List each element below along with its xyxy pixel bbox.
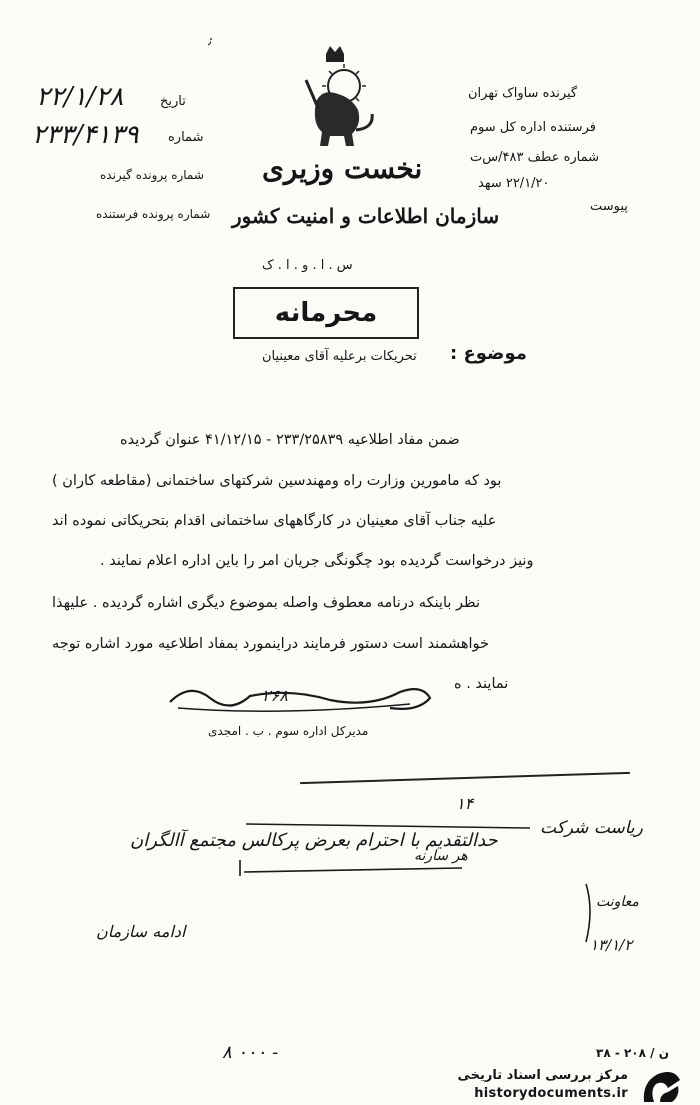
note-number: ۱۴ [456,794,474,813]
body-line: ضمن مفاد اطلاعیه ۲۳۳/۲۵۸۳۹ - ۴۱/۱۲/۱۵ عنوان گردیده [120,432,460,448]
note-sub: هر سارنه [414,848,468,864]
number-label: شماره [168,130,204,145]
recipient-file-label: شماره پرونده گیرنده [100,168,204,182]
archive-number: ۳۸ - ۲۰۸ / ن [596,1046,669,1060]
body-line: علیه جناب آقای معینیان در کارگاههای ساختمانی اقدام بتحریکاتی نموده اند [52,513,497,529]
divider-line [300,772,630,784]
attachment-label: پیوست [590,199,628,214]
date-value: ۲۲/۱/۲۸ [36,82,124,112]
body-line: نمایند . ه [454,676,509,692]
signature-scribble [160,678,440,722]
recipient: گیرنده ساواک تهران [468,86,578,101]
signature-line: مدیرکل اداره سوم . ب . امجدی [208,724,369,738]
reference-number: شماره عطف ۴۸۳/س‌ت [470,150,600,165]
bottom-number: ۸ ۰۰۰ - [222,1042,279,1063]
ministry-title: نخست وزیری [262,152,423,185]
date-label: تاریخ [160,94,186,109]
classification-stamp: محرمانه [233,287,419,339]
number-value: ۲۳۳/۴۱۳۹ [32,120,139,150]
left-margin-mark: ادامه سازمان [96,922,186,941]
archive-watermark [418,1068,690,1104]
body-line: خواهشمند است دستور فرمایند دراینمورد بمفاد اطلاعیه مورد اشاره توجه [52,636,490,652]
note-line-2: حدالتقدیم با احترام بعرض پرکالس مجتمع آالگران [130,830,498,851]
corner-mark: ﺋ [208,34,212,48]
watermark-url: historydocuments.ir [474,1086,628,1101]
body-line: نظر باینکه درنامه معطوف واصله بموضوع دیگری اشاره گردیده . علیهذا [52,595,480,611]
signature-number: ۲۶۸ [262,686,288,705]
right-margin-label: معاونت [596,894,639,910]
body-line: بود که مامورین وزارت راه ومهندسین شرکتهای ساختمانی (مقاطعه کاران ) [52,473,502,489]
lion-and-sun-emblem [292,44,378,152]
body-line: ونیز درخواست گردیده بود چگونگی جریان امر را باین اداره اعلام نمایند . [100,553,534,569]
watermark-persian-text: مرکز بررسی اسناد تاریخی [457,1068,628,1083]
archive-logo-icon [640,1068,682,1104]
organization-title: سازمان اطلاعات و امنیت کشور [232,204,500,228]
subject-label: موضوع : [450,343,527,364]
reference-date: ۲۲/۱/۲۰ سهد [478,176,550,191]
subject-text: تحریکات برعلیه آقای معینیان [262,349,417,364]
sender-file-label: شماره پرونده فرستنده [96,207,211,221]
right-margin-date: ۱۳/۱/۲ [590,936,633,954]
sender: فرستنده اداره کل سوم [470,120,596,135]
note-line-1: ریاست شرکت [540,818,643,838]
organization-code: س . ا . و . ا . ک [262,258,353,273]
